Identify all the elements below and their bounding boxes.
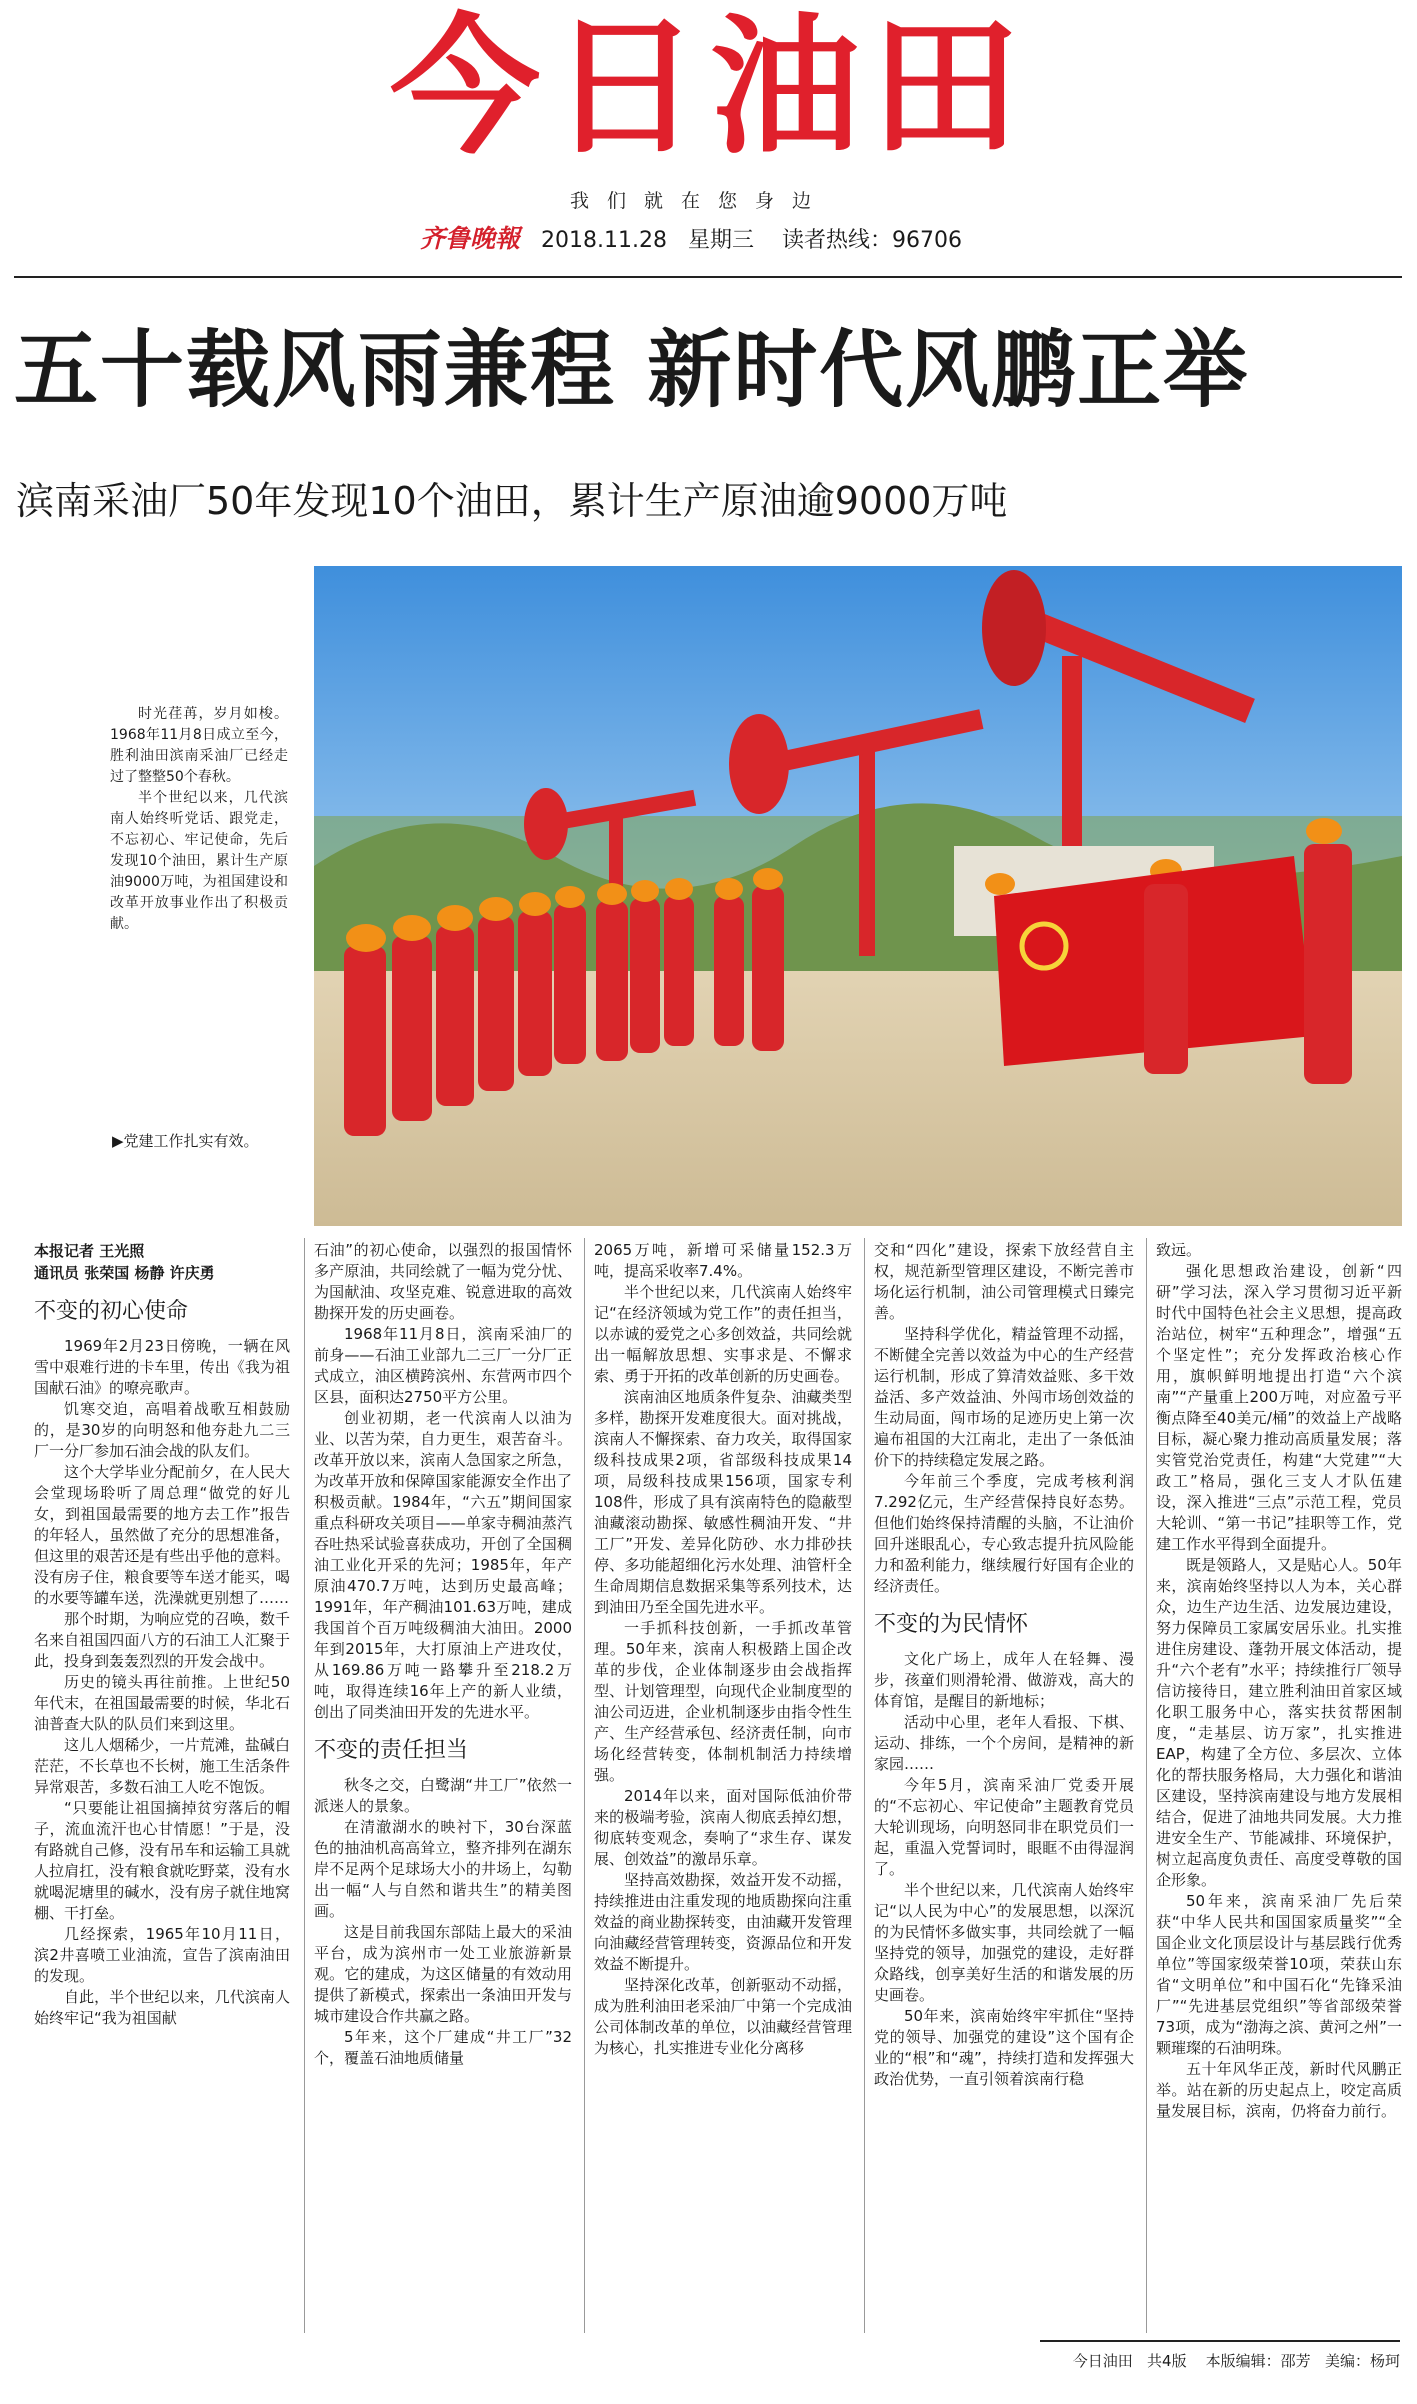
caption-paragraph: 半个世纪以来，几代滨南人始终听党话、跟党走，不忘初心、牢记使命，先后发现10个油田，累计生产原油9000万吨，为祖国建设和改革开放事业作出了积极贡献。 xyxy=(110,790,288,932)
article-column-2 xyxy=(314,1240,572,2069)
article-paragraph: 50年来，滨南采油厂先后荣获“中华人民共和国国家质量奖”“全国企业文化顶层设计与基层践行优秀单位”等国家级荣誉10项，荣获山东省“文明单位”和中国石化“先锋采油厂”“先进基层党组织”等省部级荣誉73项，成为“渤海之滨、黄河之州”一颗璀璨的石油明珠。 xyxy=(1156,1892,1402,2057)
article-paragraph: 坚持深化改革，创新驱动不动摇，成为胜利油田老采油厂中第一个完成油公司体制改革的单位，以油藏经营管理为核心，扎实推进专业化分离移 xyxy=(594,1976,852,2057)
article-paragraph: 半个世纪以来，几代滨南人始终牢记“在经济领域为党工作”的责任担当，以赤诚的爱党之心多创效益，共同绘就出一幅解放思想、实事求是、不懈求索、勇于开拓的改革创新的历史画卷。 xyxy=(594,1283,852,1385)
issue-date: 2018.11.28 xyxy=(541,228,667,253)
reader-hotline: 读者热线：96706 xyxy=(782,228,962,253)
article-paragraph: 坚持科学优化，精益管理不动摇，不断健全完善以效益为中心的生产经营运行机制，形成了算清效益账、多干效益活、多产效益油、外闯市场创效益的生动局面，闯市场的足迹历史上第一次遍布祖国的大江南北，走出了一条低油价下的持续稳定发展之路。 xyxy=(874,1325,1134,1469)
byline-correspondents: 通讯员 张荣国 杨静 许庆勇 xyxy=(34,1264,215,1282)
article-paragraph: 滨南油区地质条件复杂、油藏类型多样，勘探开发难度很大。面对挑战，滨南人不懈探索、奋力攻关，取得国家级科技成果2项，省部级科技成果14项，局级科技成果156项，国家专利108件，形成了具有滨南特色的隐蔽型油藏滚动勘探、敏感性稠油开发、“井工厂”开发、差异化防砂、水力排砂扶停、多功能超细化污水处理、油管杆全生命周期信息数据采集等系列技术，达到油田乃至全国先进水平。 xyxy=(594,1388,852,1616)
article-paragraph: 5年来，这个厂建成“井工厂”32个，覆盖石油地质储量 xyxy=(314,2028,572,2067)
flag-bearer xyxy=(1304,844,1352,1084)
article-paragraph: 在清澈湖水的映衬下，30台深蓝色的抽油机高高耸立，整齐排列在湖东岸不足两个足球场大小的井场上，勾勒出一幅“人与自然和谐共生”的精美图画。 xyxy=(314,1818,572,1920)
article-paragraph: 创业初期，老一代滨南人以油为业、以苦为荣，自力更生，艰苦奋斗。改革开放以来，滨南人急国家之所急，为改革开放和保障国家能源安全作出了积极贡献。1984年，“六五”期间国家重点科研攻关项目——单家寺稠油蒸汽吞吐热采试验喜获成功，开创了全国稠油工业化开采的先河；1985年，年产原油470.7万吨，达到历史最高峰；1991年，年产稠油101.63万吨，建成我国首个百万吨级稠油大油田。2000年到2015年，大打原油上产进攻仗，从169.86万吨一路攀升至218.2万吨，取得连续16年上产的新人业绩，创出了同类油田开发的先进水平。 xyxy=(314,1409,572,1721)
column-divider xyxy=(304,1238,305,2333)
photo-caption xyxy=(110,704,288,935)
article-paragraph: “只要能让祖国摘掉贫穷落后的帽子，流血流汗也心甘情愿！”于是，没有路就自己修，没有吊车和运输工具就人拉肩扛，没有粮食就吃野菜，没有水就喝泥塘里的碱水，没有房子就住地窝棚、干打垒。 xyxy=(34,1799,290,1922)
section-heading: 不变的责任担当 xyxy=(314,1738,469,1763)
article-paragraph: 交和“四化”建设，探索下放经营自主权，规范新型管理区建设，不断完善市场化运行机制，油公司管理模式日臻完善。 xyxy=(874,1241,1134,1322)
article-column-5 xyxy=(1156,1240,1402,2122)
masthead-info-bar xyxy=(420,224,1180,254)
article-paragraph: 2014年以来，面对国际低油价带来的极端考验，滨南人彻底丢掉幻想，彻底转变观念，奏响了“求生存、谋发展、创效益”的激昂乐章。 xyxy=(594,1787,852,1868)
masthead-title: 今日油田 xyxy=(389,1,1030,175)
article-paragraph: 活动中心里，老年人看报、下棋、运动、排练，一个个房间，是精神的新家园…… xyxy=(874,1713,1134,1773)
article-paragraph: 致远。 xyxy=(1156,1241,1202,1259)
article-paragraph: 饥寒交迫，高唱着战歌互相鼓励的，是30岁的向明怒和他夯赴九二三厂一分厂参加石油会战的队友们。 xyxy=(34,1400,290,1460)
article-paragraph: 50年来，滨南始终牢牢抓住“坚持党的领导、加强党的建设”这个国有企业的“根”和“魂”，持续打造和发挥强大政治优势，一直引领着滨南行稳 xyxy=(874,2007,1134,2088)
article-paragraph: 今年前三个季度，完成考核利润7.292亿元，生产经营保持良好态势。但他们始终保持清醒的头脑，不让油价回升迷眼乱心，专心致志提升抗风险能力和盈利能力，继续履行好国有企业的经济责任。 xyxy=(874,1472,1134,1595)
article-paragraph: 这个大学毕业分配前夕，在人民大会堂现场聆听了周总理“做党的好儿女，到祖国最需要的地方去工作”报告的年轻人，虽然做了充分的思想准备，但这里的艰苦还是有些出乎他的意料。没有房子住，粮食要等车送才能买，喝的水要等罐车送，洗澡就更别想了…… xyxy=(34,1463,290,1607)
masthead-rule xyxy=(14,276,1402,278)
article-paragraph: 半个世纪以来，几代滨南人始终牢记“以人民为中心”的发展思想，以深沉的为民情怀多做实事，共同绘就了一幅坚持党的领导，加强党的建设，走好群众路线，创享美好生活的和谐发展的历史画卷。 xyxy=(874,1881,1134,2004)
article-paragraph: 自此，半个世纪以来，几代滨南人始终牢记“我为祖国献 xyxy=(34,1988,290,2027)
column-divider xyxy=(1146,1238,1147,2333)
photo-note: ▶党建工作扎实有效。 xyxy=(112,1132,259,1150)
main-headline: 五十载风雨兼程 新时代风鹏正举 xyxy=(14,321,1250,419)
article-column-4 xyxy=(874,1240,1134,2090)
article-column-3 xyxy=(594,1240,852,2059)
footer-rule xyxy=(1040,2340,1400,2342)
oilfield-team-photo xyxy=(314,566,1402,1226)
masthead-slogan: 我们就在您身边 xyxy=(570,190,830,212)
article-paragraph: 坚持高效勘探，效益开发不动摇，持续推进由注重发现的地质勘探向注重效益的商业勘探转变，由油藏开发管理向油藏经营管理转变，资源品位和开发效益不断提升。 xyxy=(594,1871,852,1973)
article-column-1 xyxy=(34,1240,290,2029)
article-paragraph: 石油”的初心使命，以强烈的报国情怀多产原油，共同绘就了一幅为党分忧、为国献油、攻坚克难、锐意进取的高效勘探开发的历史画卷。 xyxy=(314,1241,572,1322)
article-paragraph: 几经探索，1965年10月11日，滨2井喜喷工业油流，宣告了滨南油田的发现。 xyxy=(34,1925,290,1985)
section-heading: 不变的为民情怀 xyxy=(874,1612,1029,1637)
caption-paragraph: 时光荏苒，岁月如梭。1968年11月8日成立至今，胜利油田滨南采油厂已经走过了整整50个春秋。 xyxy=(110,706,288,785)
footer-section: 今日油田 xyxy=(1072,2352,1133,2370)
paper-name: 齐鲁晚報 xyxy=(420,224,521,253)
article-paragraph: 这儿人烟稀少，一片荒滩，盐碱白茫茫，不长草也不长树，施工生活条件异常艰苦，多数石油工人吃不饱饭。 xyxy=(34,1736,290,1796)
article-paragraph: 那个时期，为响应党的召唤，数千名来自祖国四面八方的石油工人汇聚于此，投身到轰轰烈烈的开发会战中。 xyxy=(34,1610,290,1670)
article-paragraph: 强化思想政治建设，创新“四研”学习法，深入学习贯彻习近平新时代中国特色社会主义思想，提高政治站位，树牢“五种理念”，增强“五个坚定性”；充分发挥政治核心作用，旗帜鲜明地提出打造“六个滨南”“产量重上200万吨，对应盈亏平衡点降至40美元/桶”的效益上产战略目标，凝心聚力推动高质量发展；落实管党治党责任，构建“大党建”“大政工”格局，强化三支人才队伍建设，深入推进“三点”示范工程，党员大轮训、“第一书记”挂职等工作，党建工作水平得到全面提升。 xyxy=(1156,1262,1402,1553)
article-paragraph: 文化广场上，成年人在轻舞、漫步，孩童们则滑轮滑、做游戏，高大的体育馆，是醒目的新地标； xyxy=(874,1650,1134,1710)
article-paragraph: 2065万吨，新增可采储量152.3万吨，提高采收率7.4%。 xyxy=(594,1241,852,1280)
article-paragraph: 1969年2月23日傍晚，一辆在风雪中艰难行进的卡车里，传出《我为祖国献石油》的嘹亮歌声。 xyxy=(34,1337,290,1397)
article-paragraph: 这是目前我国东部陆上最大的采油平台，成为滨州市一处工业旅游新景观。它的建成，为这区储量的有效动用提供了新模式，探索出一条油田开发与城市建设合作共赢之路。 xyxy=(314,1923,572,2025)
column-divider xyxy=(584,1238,585,2333)
article-paragraph: 一手抓科技创新，一手抓改革管理。50年来，滨南人积极踏上国企改革的步伐，企业体制逐步由会战指挥型、计划管理型，向现代企业制度型的油公司迈进，企业机制逐步由指令性生产、生产经营承包、经济责任制，向市场化经营转变，体制机制活力持续增强。 xyxy=(594,1619,852,1784)
footer-pages: 共4版 xyxy=(1147,2352,1187,2370)
article-paragraph: 1968年11月8日，滨南采油厂的前身——石油工业部九二三厂一分厂正式成立，油区横跨滨州、东营两市四个区县，面积达2750平方公里。 xyxy=(314,1325,572,1406)
article-paragraph: 秋冬之交，白鹭湖“井工厂”依然一派迷人的景象。 xyxy=(314,1776,572,1815)
article-paragraph: 今年5月，滨南采油厂党委开展的“不忘初心、牢记使命”主题教育党员大轮训现场，向明怒同非在职党员们一起，重温入党誓词时，眼眶不由得湿润了。 xyxy=(874,1776,1134,1878)
article-paragraph: 既是领路人，又是贴心人。50年来，滨南始终坚持以人为本，关心群众，边生产边生活、边发展边建设，努力保障员工家属安居乐业。扎实推进住房建设、蓬勃开展文体活动，提升“六个老有”水平；持续推行厂领导信访接待日，建立胜利油田首家区域化职工服务中心，落实扶贫帮困制度，“走基层、访万家”，扎实推进EAP，构建了全方位、多层次、立体化的帮扶服务格局，大力强化和谐油区建设，坚持滨南建设与地方发展相结合，促进了油地共同发展。大力推进安全生产、节能减排、环境保护，树立起高度负责任、高度受尊敬的国企形象。 xyxy=(1156,1556,1402,1889)
issue-weekday: 星期三 xyxy=(687,228,754,253)
sub-headline: 滨南采油厂50年发现10个油田，累计生产原油逾9000万吨 xyxy=(16,479,1008,523)
page-footer xyxy=(1000,2350,1400,2371)
flag-bearer xyxy=(1144,884,1188,1074)
article-paragraph: 五十年风华正茂，新时代风鹏正举。站在新的历史起点上，咬定高质量发展目标，滨南，仍将奋力前行。 xyxy=(1156,2060,1402,2120)
article-paragraph: 历史的镜头再往前推。上世纪50年代末，在祖国最需要的时候，华北石油普查大队的队员们来到这里。 xyxy=(34,1673,290,1733)
section-heading: 不变的初心使命 xyxy=(34,1299,189,1324)
lead-photo xyxy=(314,566,1402,1226)
footer-editor: 本版编辑：邵芳 xyxy=(1205,2352,1311,2370)
column-divider xyxy=(864,1238,865,2333)
footer-designer: 美编：杨珂 xyxy=(1324,2352,1400,2370)
byline-reporter: 本报记者 王光照 xyxy=(34,1242,145,1260)
